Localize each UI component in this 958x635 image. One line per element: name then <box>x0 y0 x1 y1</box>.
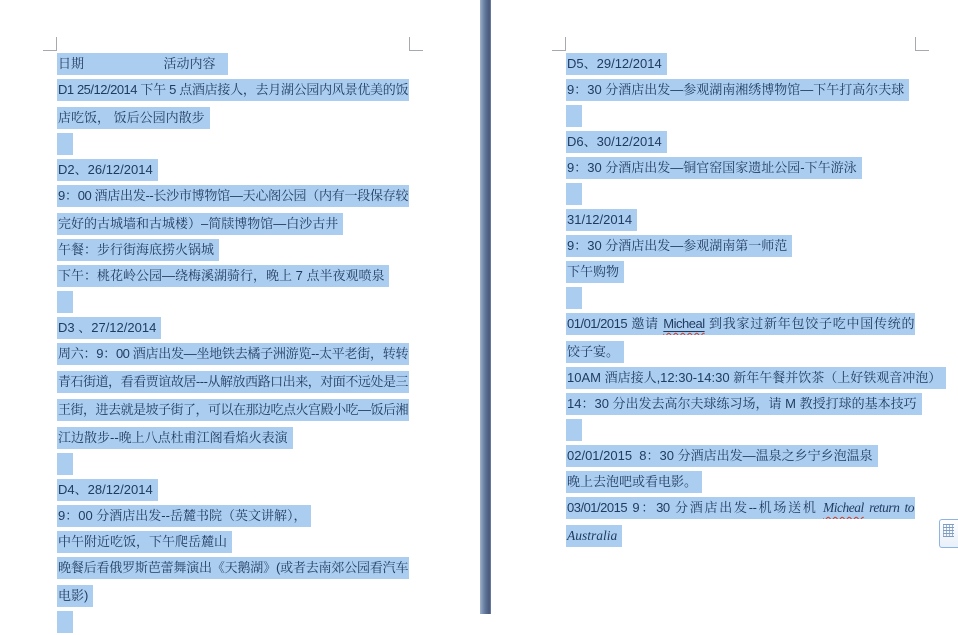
selection-highlight <box>566 209 637 231</box>
text-segment: 电影) <box>58 588 89 603</box>
blank-line[interactable] <box>566 285 915 311</box>
selection-highlight <box>566 235 792 257</box>
text-line[interactable] <box>566 207 915 233</box>
text-segment: 晚上去泡吧或看电影。 <box>567 474 698 489</box>
text-line[interactable] <box>57 263 409 289</box>
text-segment: D6、30/12/2014 <box>567 134 662 149</box>
text-line[interactable] <box>566 77 915 103</box>
blank-line[interactable] <box>57 289 409 315</box>
selection-highlight <box>57 291 73 313</box>
text-line[interactable] <box>57 51 409 77</box>
text-segment: 晚餐后看俄罗斯芭蕾舞演出《天鹅湖》(或者去南郊公园看汽车 <box>58 560 408 575</box>
text-line[interactable] <box>566 443 915 469</box>
text-segment: 中午附近吃饭，下午爬岳麓山 <box>58 534 228 549</box>
text-line[interactable] <box>57 557 409 583</box>
selection-highlight <box>566 393 922 415</box>
selection-highlight <box>57 239 219 261</box>
text-segment: 9：30 分酒店出发—参观湖南湘绣博物馆—下午打高尔夫球 <box>567 82 905 97</box>
blank-line[interactable] <box>566 181 915 207</box>
selection-highlight <box>57 427 293 449</box>
text-line[interactable] <box>57 399 409 425</box>
text-segment: 日期 活动内容 <box>58 56 223 71</box>
selection-highlight <box>57 53 228 75</box>
margin-crop-mark <box>410 50 423 51</box>
misspelled-word: Micheal <box>823 500 864 515</box>
text-segment: 店吃饭， 饭后公园内散步 <box>58 110 205 125</box>
text-segment: return to <box>869 500 915 515</box>
blank-line[interactable] <box>57 609 409 635</box>
selection-highlight <box>566 79 909 101</box>
selection-highlight <box>566 105 582 127</box>
selection-highlight <box>566 471 702 493</box>
text-segment: D5、29/12/2014 <box>567 56 662 71</box>
selection-highlight <box>57 585 93 607</box>
document-page-left[interactable] <box>57 51 409 635</box>
text-segment: 9：30 分酒店出发—铜官窑国家遗址公园-下午游泳 <box>567 160 857 175</box>
selection-highlight <box>57 453 73 475</box>
text-line[interactable] <box>566 129 915 155</box>
text-segment <box>823 500 864 515</box>
text-line[interactable] <box>57 503 409 529</box>
selection-highlight <box>566 445 878 467</box>
blank-line[interactable] <box>57 451 409 477</box>
selection-highlight <box>566 53 667 75</box>
selection-highlight <box>57 213 343 235</box>
margin-crop-mark <box>43 50 56 51</box>
paste-options-button[interactable] <box>939 519 958 548</box>
text-line[interactable] <box>566 313 915 339</box>
text-line[interactable] <box>566 51 915 77</box>
selection-highlight <box>566 183 582 205</box>
text-line[interactable] <box>57 79 409 105</box>
text-segment: 9：30 分酒店出发—参观湖南第一师范 <box>567 238 788 253</box>
margin-crop-mark <box>552 50 565 51</box>
selection-highlight <box>57 159 158 181</box>
text-line[interactable] <box>57 185 409 211</box>
selection-highlight <box>57 133 73 155</box>
page-divider <box>480 0 491 614</box>
text-segment: 9：00 酒店出发--长沙市博物馆—天心阁公园（内有一段保存较 <box>58 188 408 203</box>
selection-highlight <box>57 107 210 129</box>
text-segment: 03/01/2015 9：30 分酒店出发--机场送机 <box>567 500 824 515</box>
text-line[interactable] <box>566 497 915 523</box>
selection-highlight <box>57 317 161 339</box>
selection-highlight <box>57 79 409 101</box>
selection-highlight <box>566 313 915 335</box>
text-segment: 下午：桃花岭公园—绕梅溪湖骑行，晚上 7 点半夜观喷泉 <box>58 268 385 283</box>
text-line[interactable] <box>57 425 409 451</box>
text-segment: D3 、27/12/2014 <box>58 320 157 335</box>
text-segment: 青石街道，看看贾谊故居---从解放西路口出来，对面不远处是三 <box>58 374 408 389</box>
text-line[interactable] <box>57 211 409 237</box>
selection-highlight <box>57 371 409 393</box>
text-segment: 下午购物 <box>567 264 620 279</box>
text-segment: 王街，进去就是坡子街了，可以在那边吃点火宫殿小吃—饭后湘 <box>58 402 409 417</box>
blank-line[interactable] <box>566 103 915 129</box>
selection-highlight <box>566 525 622 547</box>
text-line[interactable] <box>57 157 409 183</box>
text-segment: 31/12/2014 <box>567 212 633 227</box>
text-line[interactable] <box>566 391 915 417</box>
selection-highlight <box>566 157 862 179</box>
text-segment: D2、26/12/2014 <box>58 162 153 177</box>
paste-options-icon <box>943 524 954 537</box>
misspelled-word: Micheal <box>663 316 705 331</box>
selection-highlight <box>566 367 946 389</box>
selection-highlight <box>57 479 158 501</box>
text-line[interactable] <box>57 371 409 397</box>
text-segment: 江边散步--晚上八点杜甫江阁看焰火表演 <box>58 430 288 445</box>
text-segment <box>663 316 704 331</box>
text-line[interactable] <box>566 233 915 259</box>
text-segment: 周六：9：00 酒店出发—坐地铁去橘子洲游览--太平老街，转转 <box>58 346 408 361</box>
margin-crop-mark <box>916 50 929 51</box>
selection-highlight <box>566 287 582 309</box>
margin-crop-mark <box>409 37 410 51</box>
text-line[interactable] <box>57 315 409 341</box>
text-segment: D1 25/12/2014 下午 5 点酒店接人，去月湖公园内风景优美的饭 <box>58 82 408 97</box>
text-line[interactable] <box>566 469 915 495</box>
text-line[interactable] <box>57 529 409 555</box>
text-line[interactable] <box>57 237 409 263</box>
selection-highlight <box>566 497 915 519</box>
text-segment: 午餐：步行街海底捞火锅城 <box>58 242 215 257</box>
selection-highlight <box>57 265 389 287</box>
selection-highlight <box>57 531 232 553</box>
text-segment: 完好的古城墙和古城楼）–简牍博物馆—白沙古井 <box>58 216 339 231</box>
blank-line[interactable] <box>57 131 409 157</box>
document-page-right[interactable] <box>566 51 942 549</box>
text-segment: 02/01/2015 8：30 分酒店出发—温泉之乡宁乡泡温泉 <box>567 448 873 463</box>
selection-highlight <box>566 131 667 153</box>
text-line[interactable] <box>57 477 409 503</box>
text-line[interactable] <box>566 259 915 285</box>
text-segment: 到我家过新年包饺子吃中国传统的 <box>704 316 914 331</box>
text-segment: 01/01/2015 邀请 <box>567 316 664 331</box>
selection-highlight <box>57 185 409 207</box>
selection-highlight <box>57 557 409 579</box>
margin-crop-mark <box>56 37 57 51</box>
text-segment: 饺子宴。 <box>567 344 620 359</box>
text-line[interactable] <box>57 583 409 609</box>
selection-highlight <box>57 611 73 633</box>
selection-highlight <box>57 399 409 421</box>
text-segment: 10AM 酒店接人,12:30-14:30 新年午餐并饮茶（上好铁观音冲泡） <box>567 370 942 385</box>
text-line[interactable] <box>57 343 409 369</box>
selection-highlight <box>566 341 624 363</box>
blank-line[interactable] <box>566 417 915 443</box>
text-segment: 9：00 分酒店出发--岳麓书院（英文讲解）， <box>58 508 307 523</box>
selection-highlight <box>566 261 624 283</box>
margin-crop-mark <box>915 37 916 51</box>
text-segment: D4、28/12/2014 <box>58 482 153 497</box>
text-line[interactable] <box>566 155 915 181</box>
text-segment: 14：30 分出发去高尔夫球练习场，请 M 教授打球的基本技巧 <box>567 396 917 411</box>
margin-crop-mark <box>565 37 566 51</box>
text-segment: Australia <box>567 528 618 543</box>
text-line[interactable] <box>57 105 409 131</box>
selection-highlight <box>57 343 409 365</box>
text-line[interactable] <box>566 365 942 391</box>
selection-highlight <box>566 419 582 441</box>
text-line[interactable] <box>566 523 915 549</box>
selection-highlight <box>57 505 311 527</box>
text-line[interactable] <box>566 339 915 365</box>
